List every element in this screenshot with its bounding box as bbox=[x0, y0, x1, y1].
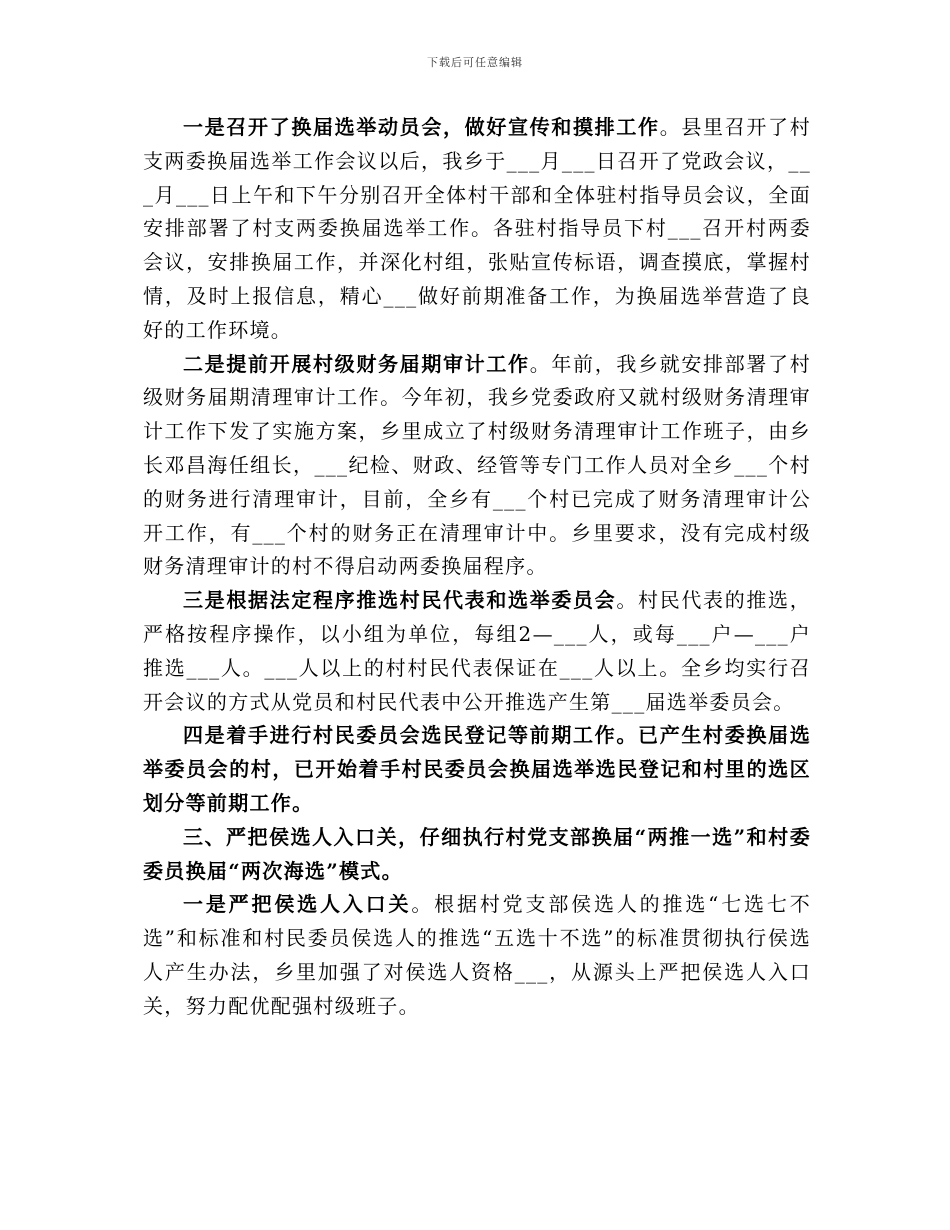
paragraph-lead: 二是提前开展村级财务届期审计工作 bbox=[183, 351, 530, 376]
paragraph-lead: 三是根据法定程序推选村民代表和选举委员会 bbox=[183, 588, 617, 613]
paragraph-body: 。县里召开了村支两委换届选举工作会议以后，我乡于___月___日召开了党政会议，___月___日上午和下午分别召开全体村干部和全体驻村指导员会议，全面安排部署了村支两委换届选举工作。各驻村指导员下村___召开村两委会议，安排换届工作，并深化村组，张贴宣传标语，调查摸底，掌握村情，及时上报信息，精心___做好前期准备工作，为换届选举营造了良好的工作环境。 bbox=[143, 115, 811, 342]
paragraph-voter-registration: 四是着手进行村民委员会选民登记等前期工作。已产生村委换届选举委员会的村，已开始着手村民委员会换届选举选民登记和村里的选区划分等前期工作。 bbox=[143, 723, 811, 815]
paragraph-lead: 一是召开了换届选举动员会，做好宣传和摸排工作 bbox=[183, 115, 660, 139]
paragraph-representatives bbox=[143, 584, 811, 719]
document-body bbox=[143, 111, 811, 1024]
paragraph-mobilization bbox=[143, 111, 811, 348]
paragraph-lead: 一是严把侯选人入口关 bbox=[183, 892, 412, 917]
paragraph-body: 。根据村党支部侯选人的推选“七选七不选”和标准和村民委员侯选人的推选“五选十不选”的标准贯彻执行侯选人产生办法，乡里加强了对侯选人资格___，从源头上严把侯选人入口关，努力配优配强村级班子。 bbox=[143, 892, 812, 1018]
paragraph-body: 。村民代表的推选，严格按程序操作，以小组为单位，每组2—___人，或每___户—___户推选___人。___人以上的村村民代表保证在___人以上。全乡均实行召开会议的方式从党员和村民代表中公开推选产生第___届选举委员会。 bbox=[143, 588, 812, 714]
page-header: 下载后可任意编辑 bbox=[427, 56, 523, 69]
paragraph-body: 。年前，我乡就安排部署了村级财务届期清理审计工作。今年初，我乡党委政府又就村级财务清理审计工作下发了实施方案，乡里成立了村级财务清理审计工作班子，由乡长邓昌海任组长，___纪检、财政、经管等专门工作人员对全乡___个村的财务进行清理审计，目前，全乡有___个村已完成了财务清理审计公开工作，有___个村的财务正在清理审计中。乡里要求，没有完成村级财务清理审计的村不得启动两委换届程序。 bbox=[143, 351, 811, 579]
paragraph-audit bbox=[143, 348, 811, 585]
section-heading-candidates: 三、严把侯选人入口关，仔细执行村党支部换届“两推一选”和村委委员换届“两次海选”模式。 bbox=[143, 824, 811, 883]
paragraph-candidate-entry bbox=[143, 888, 811, 1023]
